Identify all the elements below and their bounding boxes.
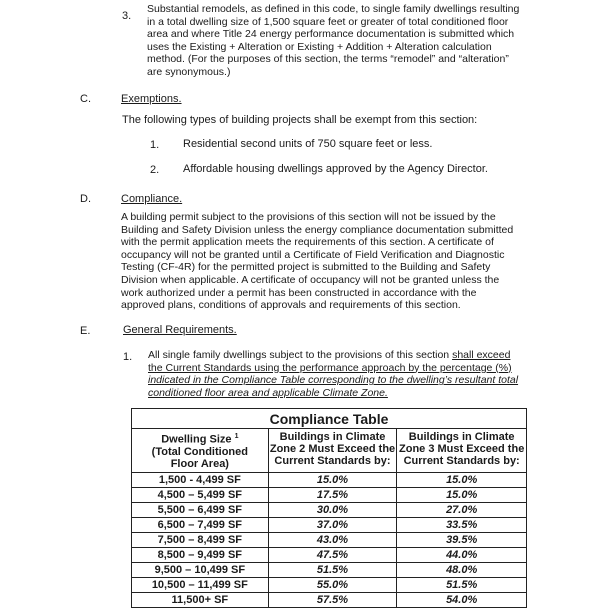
zone-3-cell: 33.5% bbox=[397, 518, 527, 533]
zone-2-cell: 55.0% bbox=[268, 578, 397, 593]
item-3-line: Substantial remodels, as defined in this code, to single family dwellings resulting bbox=[147, 3, 520, 15]
section-d-letter: D. bbox=[80, 193, 91, 205]
zone-3-cell: 27.0% bbox=[397, 503, 527, 518]
section-e-letter: E. bbox=[80, 325, 91, 337]
header-zone2-line2: Zone 2 Must Exceed the bbox=[269, 443, 396, 456]
zone-3-cell: 54.0% bbox=[397, 593, 527, 608]
section-d-line: with the permit application meets the requirements of this section. A certificate of bbox=[121, 236, 494, 249]
zone-3-cell: 15.0% bbox=[397, 473, 527, 488]
section-d-line: Division when applicable. A certificate of occupancy will not be granted unless the bbox=[121, 273, 500, 286]
section-c-letter: C. bbox=[80, 93, 91, 105]
header-zone3-line2: Zone 3 Must Exceed the bbox=[399, 443, 525, 456]
section-d-line: work authorized under a permit has been constructed in accordance with the bbox=[121, 286, 477, 299]
dwelling-size-cell: 8,500 – 9,499 SF bbox=[132, 548, 269, 563]
section-d-line: occupancy will not be granted until a Certificate of Field Verification and Diagnostic bbox=[121, 248, 505, 261]
section-d-line: A building permit subject to the provisions of this section will not be issued by the bbox=[121, 211, 496, 223]
header-zone2-line3: Current Standards by: bbox=[274, 455, 391, 468]
compliance-table-title: Compliance Table bbox=[132, 409, 527, 429]
section-e-line4: conditioned floor area and applicable Climate Zone. bbox=[148, 386, 388, 399]
header-size-line1: Dwelling Size bbox=[161, 433, 232, 446]
zone-2-cell: 15.0% bbox=[268, 473, 397, 488]
zone-2-cell: 17.5% bbox=[268, 488, 397, 503]
zone-2-cell: 57.5% bbox=[268, 593, 397, 608]
header-size-line3: Floor Area) bbox=[170, 458, 229, 471]
section-e-line bbox=[148, 374, 524, 387]
zone-2-cell: 43.0% bbox=[268, 533, 397, 548]
zone-3-cell: 51.5% bbox=[397, 578, 527, 593]
compliance-table bbox=[131, 408, 527, 608]
section-c-item-number: 1. bbox=[150, 139, 160, 151]
section-d-heading: Compliance. bbox=[121, 193, 183, 205]
dwelling-size-cell: 9,500 – 10,499 SF bbox=[132, 563, 269, 578]
section-c-item-text: Affordable housing dwellings approved by the Agency Director. bbox=[183, 163, 488, 175]
dwelling-size-cell: 11,500+ SF bbox=[132, 593, 269, 608]
dwelling-size-cell: 5,500 – 6,499 SF bbox=[132, 503, 269, 518]
zone-3-cell: 39.5% bbox=[397, 533, 527, 548]
section-e-heading: General Requirements. bbox=[123, 324, 237, 336]
section-e-line bbox=[148, 349, 524, 362]
table-row bbox=[132, 563, 527, 578]
table-row bbox=[132, 593, 527, 608]
zone-2-cell: 37.0% bbox=[268, 518, 397, 533]
section-d-line: approved plans, conditions of approvals and requirements of this section. bbox=[121, 299, 461, 312]
item-3-line: in a total dwelling size of 1,500 square feet or greater of total conditioned floor bbox=[147, 15, 509, 28]
zone-2-cell: 47.5% bbox=[268, 548, 397, 563]
table-row bbox=[132, 503, 527, 518]
zone-3-cell: 44.0% bbox=[397, 548, 527, 563]
dwelling-size-cell: 1,500 - 4,499 SF bbox=[132, 473, 269, 488]
section-e-line1-underlined: shall exceed bbox=[452, 349, 511, 361]
zone-3-cell: 48.0% bbox=[397, 563, 527, 578]
compliance-table-body bbox=[132, 473, 527, 608]
header-zone-2 bbox=[268, 429, 397, 473]
header-zone2-line1: Buildings in Climate bbox=[279, 431, 386, 443]
section-e-item-paragraph bbox=[148, 349, 524, 399]
header-dwelling-size bbox=[132, 429, 269, 473]
table-row bbox=[132, 578, 527, 593]
header-size-footnote: 1 bbox=[234, 433, 239, 440]
section-e-line3: indicated in the Compliance Table corresponding to the dwelling’s resultant total bbox=[148, 374, 519, 387]
section-c-item-number: 2. bbox=[150, 164, 160, 176]
header-size-line2: (Total Conditioned bbox=[151, 445, 248, 458]
table-row bbox=[132, 473, 527, 488]
header-zone-3 bbox=[397, 429, 527, 473]
section-c-item-text: Residential second units of 750 square feet or less. bbox=[183, 138, 433, 150]
item-3-line: are synonymous.) bbox=[147, 65, 231, 78]
dwelling-size-cell: 10,500 – 11,499 SF bbox=[132, 578, 269, 593]
item-3-line: area and where Title 24 energy performance documentation is submitted which bbox=[147, 28, 515, 41]
dwelling-size-cell: 4,500 – 5,499 SF bbox=[132, 488, 269, 503]
section-c-heading: Exemptions. bbox=[121, 93, 182, 105]
header-zone3-line1: Buildings in Climate bbox=[408, 431, 515, 443]
zone-2-cell: 30.0% bbox=[268, 503, 397, 518]
table-row bbox=[132, 488, 527, 503]
zone-2-cell: 51.5% bbox=[268, 563, 397, 578]
item-3-line: uses the Existing + Alteration or Existing + Addition + Alteration calculation bbox=[147, 40, 492, 53]
section-e-line2: the Current Standards using the performance approach by the percentage (%) bbox=[148, 361, 512, 374]
table-row bbox=[132, 548, 527, 563]
section-e-line1-plain: All single family dwellings subject to the provisions of this section bbox=[148, 349, 453, 361]
section-d-line: Building and Safety Division unless the energy compliance documentation submitted bbox=[121, 223, 514, 236]
section-d-paragraph bbox=[121, 211, 524, 312]
section-c-intro: The following types of building projects shall be exempt from this section: bbox=[122, 114, 478, 126]
item-3-number: 3. bbox=[122, 10, 132, 22]
dwelling-size-cell: 6,500 – 7,499 SF bbox=[132, 518, 269, 533]
item-3-line: method. (For the purposes of this section, the terms “remodel” and “alteration” bbox=[147, 53, 509, 66]
item-3-paragraph bbox=[147, 3, 523, 79]
table-row bbox=[132, 533, 527, 548]
dwelling-size-cell: 7,500 – 8,499 SF bbox=[132, 533, 269, 548]
section-e-line bbox=[148, 387, 524, 400]
section-e-item-number: 1. bbox=[123, 351, 133, 363]
section-d-line: Testing (CF-4R) for the permitted project is submitted to the Building and Safety bbox=[121, 261, 491, 274]
header-zone3-line3: Current Standards by: bbox=[403, 455, 520, 468]
zone-3-cell: 15.0% bbox=[397, 488, 527, 503]
table-row bbox=[132, 518, 527, 533]
section-e-line bbox=[148, 362, 524, 375]
